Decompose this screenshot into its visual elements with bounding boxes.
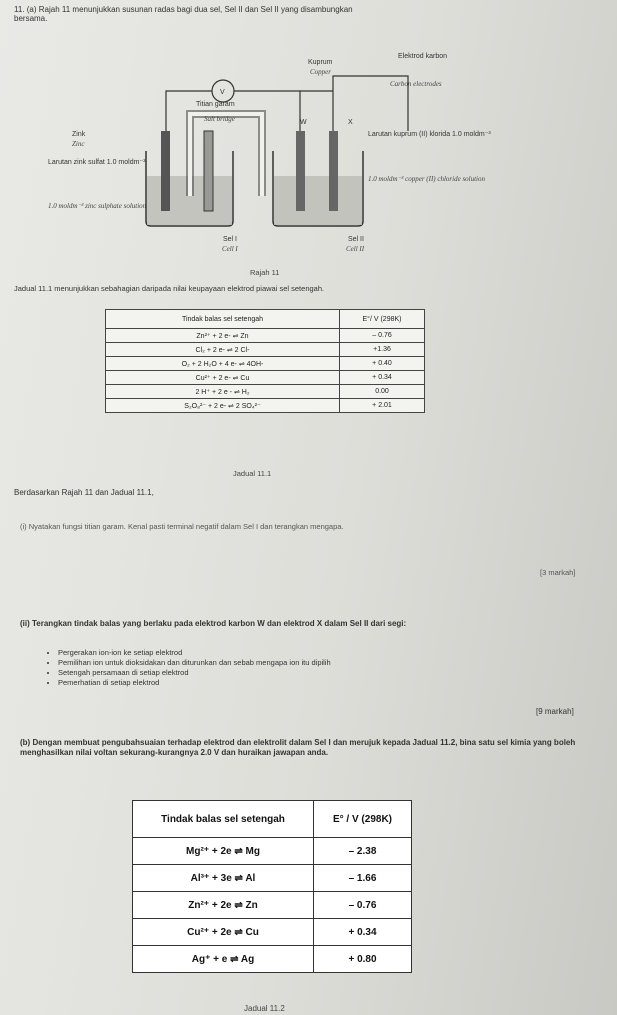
table-cell: – 1.66 — [314, 865, 412, 892]
table-row — [106, 343, 425, 357]
table-cell: Ag⁺ + e ⇌ Ag — [133, 946, 314, 973]
label-zinc-sulphate-en: 1.0 moldm⁻³ zinc sulphate solution — [48, 202, 147, 210]
electrochemical-cells-diagram — [18, 36, 491, 276]
question-title: 11. (a) Rajah 11 menunjukkan susunan radas bagi dua sel, Sel II dan Sel II yang disambungkan bersama. — [14, 5, 353, 23]
table-row — [106, 385, 425, 399]
table-row — [106, 357, 425, 371]
label-copper-chloride: Larutan kuprum (II) klorida 1.0 moldm⁻³ — [368, 131, 491, 138]
intro-text: Jadual 11.1 menunjukkan sebahagian daripada nilai keupayaan elektrod piawai sel setengah. — [14, 284, 325, 293]
list-item: • Setengah persamaan di setiap elektrod — [58, 668, 331, 678]
label-zinc: Zink — [72, 131, 86, 138]
table-row — [133, 919, 412, 946]
table-header: E°/ V (298K) — [340, 310, 425, 329]
table-row — [133, 892, 412, 919]
table-header: Tindak balas sel setengah — [106, 310, 340, 329]
table-cell: 2 H⁺ + 2 e - ⇌ H₂ — [106, 385, 340, 399]
list-item: • Pemilihan ion untuk dioksidakan dan diturunkan dan sebab mengapa ion itu dipilih — [58, 658, 331, 668]
table-cell: O₂ + 2 H₂O + 4 e- ⇌ 4OH- — [106, 357, 340, 371]
table-cell: + 0.80 — [314, 946, 412, 973]
label-copper-en: Copper — [310, 68, 331, 76]
question-part-b: (b) Dengan membuat pengubahsuaian terhadap elektrod dan elektrolit dalam Sel I dan merujuk kepada Jadual 11.2, bina satu sel kimia yang boleh menghasilkan nilai voltan sekurang-kurangnya 2.0 V dan huraikan jawapan anda. — [20, 738, 576, 757]
label-zinc-sulphate: Larutan zink sulfat 1.0 moldm⁻³ — [48, 159, 146, 166]
label-carbon-electrode-en: Carbon electrodes — [390, 80, 442, 88]
table-cell: Zn²⁺ + 2e ⇌ Zn — [133, 892, 314, 919]
based-on-text: Berdasarkan Rajah 11 dan Jadual 11.1, — [14, 488, 154, 497]
table-cell: S₂O₈²⁻ + 2 e- ⇌ 2 SO₄²⁻ — [106, 399, 340, 413]
table-row — [106, 371, 425, 385]
table-cell: + 0.34 — [340, 371, 425, 385]
table-cell: Cu²⁺ + 2 e- ⇌ Cu — [106, 371, 340, 385]
voltmeter-label: V — [220, 89, 225, 96]
table-cell: Cu²⁺ + 2e ⇌ Cu — [133, 919, 314, 946]
label-cell-1-en: Cell I — [222, 245, 238, 253]
table-1-caption: Jadual 11.1 — [233, 469, 272, 478]
table-row — [106, 329, 425, 343]
label-cell-1: Sel I — [223, 236, 238, 243]
table-cell: – 2.38 — [314, 838, 412, 865]
label-copper: Kuprum — [308, 59, 333, 66]
table-cell: 0.00 — [340, 385, 425, 399]
table-cell: Cl₂ + 2 e- ⇌ 2 Cl- — [106, 343, 340, 357]
question-part-i: (i) Nyatakan fungsi titian garam. Kenal pasti terminal negatif dalam Sel I dan terangkan mengapa. — [20, 522, 344, 531]
table-row — [133, 865, 412, 892]
label-copper-chloride-en: 1.0 moldm⁻³ copper (II) chloride solution — [368, 175, 485, 183]
label-w: W — [300, 119, 307, 126]
label-salt-bridge-en: Salt bridge — [204, 115, 235, 123]
table-row — [133, 946, 412, 973]
table-cell: Zn²⁺ + 2 e- ⇌ Zn — [106, 329, 340, 343]
label-cell-2-en: Cell II — [346, 245, 365, 253]
list-item: • Pergerakan ion-ion ke setiap elektrod — [58, 648, 331, 658]
question-part-ii: (ii) Terangkan tindak balas yang berlaku pada elektrod karbon W dan elektrod X dalam Sel II dari segi: — [20, 619, 407, 628]
label-salt-bridge: Titian garam — [196, 101, 235, 108]
table-cell: + 0.40 — [340, 357, 425, 371]
table-cell: – 0.76 — [314, 892, 412, 919]
table-cell: + 0.34 — [314, 919, 412, 946]
table-cell: +1.36 — [340, 343, 425, 357]
label-x: X — [348, 119, 353, 126]
list-item: • Pemerhatian di setiap elektrod — [58, 678, 331, 688]
label-cell-2: Sel II — [348, 236, 364, 243]
table-header: Tindak balas sel setengah — [133, 801, 314, 838]
table-cell: Mg²⁺ + 2e ⇌ Mg — [133, 838, 314, 865]
table-cell: – 0.76 — [340, 329, 425, 343]
table-11-2 — [132, 800, 412, 973]
table-11-1 — [105, 309, 425, 413]
label-zinc-en: Zinc — [72, 140, 85, 148]
voltmeter — [212, 80, 234, 102]
marks-part-i: [3 markah] — [540, 568, 576, 577]
table-row — [106, 399, 425, 413]
label-carbon-electrode: Elektrod karbon — [398, 53, 448, 60]
table-header-row — [106, 310, 425, 329]
table-header-row — [133, 801, 412, 838]
beaker-cell-2 — [273, 131, 363, 226]
table-2-caption: Jadual 11.2 — [244, 1004, 285, 1013]
table-row — [133, 838, 412, 865]
figure-caption: Rajah 11 — [250, 268, 280, 277]
table-cell: Al³⁺ + 3e ⇌ Al — [133, 865, 314, 892]
bullet-list — [44, 648, 331, 688]
table-cell: + 2.01 — [340, 399, 425, 413]
table-header: E° / V (298K) — [314, 801, 412, 838]
marks-part-ii: [9 markah] — [536, 707, 574, 716]
